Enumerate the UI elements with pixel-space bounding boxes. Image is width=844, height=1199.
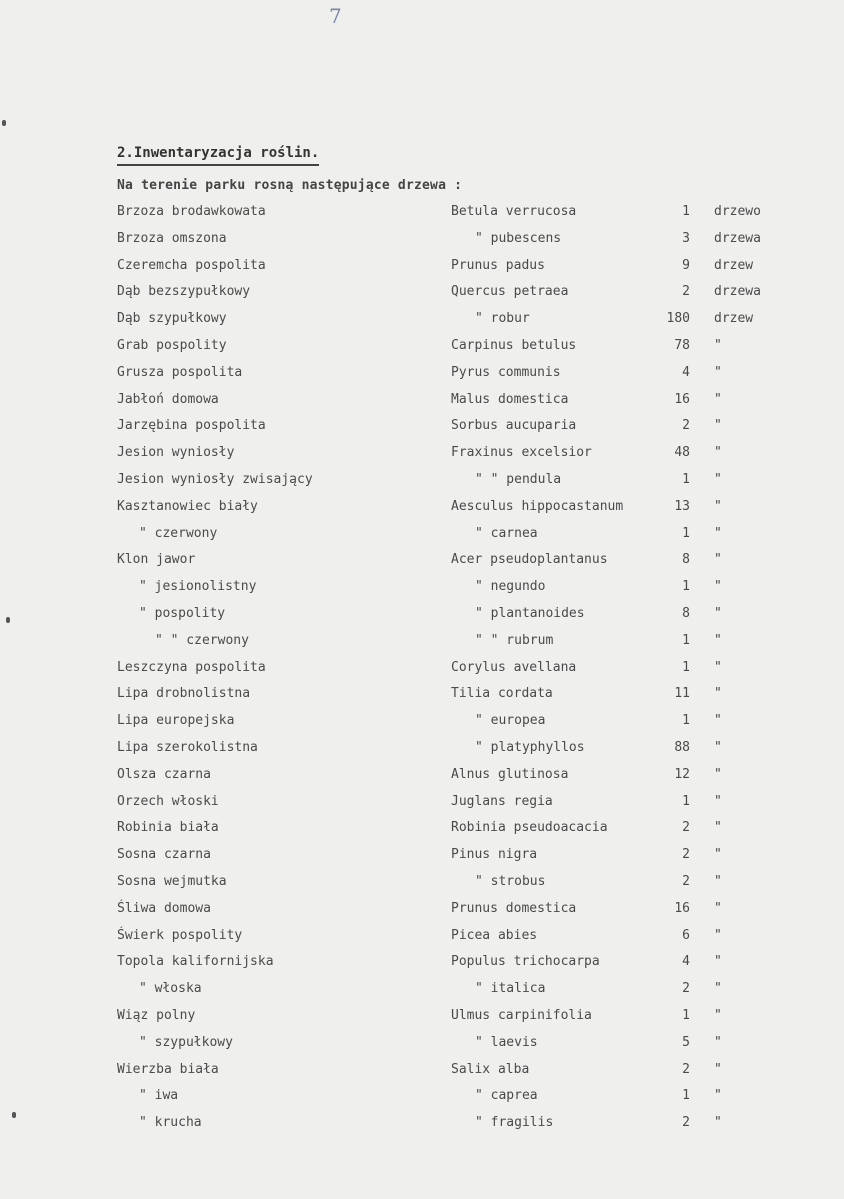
polish-name: " włoska — [139, 981, 202, 997]
tree-count: 2 — [682, 847, 690, 863]
table-row — [0, 472, 844, 498]
tree-count: 2 — [682, 1061, 690, 1077]
count-unit: " — [714, 1115, 722, 1131]
latin-name: Prunus padus — [451, 257, 545, 273]
binding-hole-mark — [2, 120, 6, 126]
count-unit: " — [714, 579, 722, 595]
tree-count: 16 — [674, 391, 690, 407]
table-row — [0, 660, 844, 686]
table-row — [0, 552, 844, 578]
latin-name: Malus domestica — [451, 391, 569, 407]
count-unit: " — [714, 713, 722, 729]
table-row — [0, 981, 844, 1007]
tree-count: 1 — [682, 525, 690, 541]
latin-name: Pyrus communis — [451, 364, 561, 380]
latin-name: Sorbus aucuparia — [451, 418, 577, 434]
count-unit: " — [714, 981, 722, 997]
table-row — [0, 526, 844, 552]
table-row — [0, 284, 844, 310]
table-row — [0, 338, 844, 364]
tree-count: 4 — [682, 364, 690, 380]
table-row — [0, 1035, 844, 1061]
latin-name: Fraxinus excelsior — [451, 445, 592, 461]
count-unit: " — [714, 954, 722, 970]
tree-count: 13 — [674, 498, 690, 514]
latin-name: " " pendula — [475, 472, 562, 487]
latin-name: " laevis — [475, 1034, 538, 1050]
tree-count: 2 — [682, 820, 690, 836]
count-unit: " — [714, 686, 722, 702]
latin-name: " plantanoides — [475, 606, 585, 621]
table-row — [0, 365, 844, 391]
latin-name: Populus trichocarpa — [451, 954, 600, 970]
tree-count: 8 — [682, 606, 690, 621]
tree-count: 12 — [674, 766, 690, 782]
count-unit: drzew — [714, 311, 754, 327]
polish-name: Klon jawor — [117, 552, 196, 568]
intro-text: Na terenie parku rosną następujące drzewa : — [117, 178, 463, 193]
latin-name: " italica — [475, 981, 546, 997]
latin-name: Prunus domestica — [451, 900, 577, 916]
count-unit: drzewo — [714, 204, 761, 219]
count-unit: " — [714, 659, 722, 675]
tree-count: 88 — [674, 740, 690, 755]
latin-name: Ulmus carpinifolia — [451, 1008, 592, 1023]
count-unit: " — [714, 900, 722, 916]
tree-count: 3 — [682, 230, 690, 246]
count-unit: " — [714, 847, 722, 863]
count-unit: " — [714, 472, 722, 487]
table-row — [0, 499, 844, 525]
count-unit: " — [714, 525, 722, 541]
tree-count: 5 — [682, 1034, 690, 1050]
tree-count: 6 — [682, 927, 690, 943]
latin-name: Corylus avellana — [451, 659, 577, 675]
latin-name: " fragilis — [475, 1115, 554, 1131]
count-unit: " — [714, 766, 722, 782]
latin-name: Pinus nigra — [451, 847, 538, 863]
table-row — [0, 606, 844, 632]
polish-name: Jabłoń domowa — [117, 391, 219, 407]
polish-name: Lipa europejska — [117, 713, 235, 729]
polish-name: Lipa drobnolistna — [117, 686, 251, 702]
polish-name: Grab pospolity — [117, 338, 227, 353]
tree-count: 1 — [682, 793, 690, 809]
tree-count: 78 — [674, 338, 690, 353]
polish-name: " iwa — [139, 1088, 179, 1104]
count-unit: " — [714, 338, 722, 353]
polish-name: Brzoza omszona — [117, 230, 227, 246]
count-unit: " — [714, 820, 722, 836]
latin-name: " negundo — [475, 579, 546, 595]
polish-name: Brzoza brodawkowata — [117, 204, 266, 219]
polish-name: Wierzba biała — [117, 1061, 219, 1077]
page-number: 7 — [329, 4, 342, 28]
count-unit: " — [714, 606, 722, 621]
table-row — [0, 901, 844, 927]
polish-name: " krucha — [139, 1115, 202, 1131]
table-row — [0, 686, 844, 712]
count-unit: " — [714, 793, 722, 809]
tree-count: 1 — [682, 659, 690, 675]
table-row — [0, 445, 844, 471]
polish-name: Świerk pospolity — [117, 927, 243, 943]
polish-name: Czeremcha pospolita — [117, 257, 266, 273]
latin-name: Quercus petraea — [451, 284, 569, 300]
tree-count: 1 — [682, 472, 690, 487]
polish-name: " pospolity — [139, 606, 226, 621]
tree-count: 2 — [682, 1115, 690, 1131]
tree-count: 1 — [682, 579, 690, 595]
table-row — [0, 392, 844, 418]
count-unit: " — [714, 1088, 722, 1104]
latin-name: " carnea — [475, 525, 538, 541]
polish-name: Olsza czarna — [117, 766, 211, 782]
table-row — [0, 954, 844, 980]
count-unit: drzewa — [714, 284, 761, 300]
polish-name: Dąb szypułkowy — [117, 311, 227, 327]
table-row — [0, 258, 844, 284]
polish-name: Jarzębina pospolita — [117, 418, 266, 434]
tree-count: 2 — [682, 418, 690, 434]
table-row — [0, 928, 844, 954]
tree-count: 16 — [674, 900, 690, 916]
count-unit: " — [714, 498, 722, 514]
latin-name: " caprea — [475, 1088, 538, 1104]
count-unit: drzewa — [714, 230, 761, 246]
polish-name: Jesion wyniosły zwisający — [117, 472, 313, 487]
polish-name: Lipa szerokolistna — [117, 740, 258, 755]
tree-count: 8 — [682, 552, 690, 568]
tree-count: 48 — [674, 445, 690, 461]
tree-count: 2 — [682, 284, 690, 300]
table-row — [0, 1088, 844, 1114]
latin-name: Betula verrucosa — [451, 204, 577, 219]
latin-name: " europea — [475, 713, 546, 729]
polish-name: " czerwony — [139, 525, 218, 541]
count-unit: drzew — [714, 257, 754, 273]
table-row — [0, 874, 844, 900]
table-row — [0, 231, 844, 257]
table-row — [0, 311, 844, 337]
table-row — [0, 1062, 844, 1088]
count-unit: " — [714, 740, 722, 755]
latin-name: " platyphyllos — [475, 740, 585, 755]
count-unit: " — [714, 1061, 722, 1077]
latin-name: Carpinus betulus — [451, 338, 577, 353]
tree-count: 2 — [682, 981, 690, 997]
table-row — [0, 794, 844, 820]
polish-name: Orzech włoski — [117, 793, 219, 809]
count-unit: " — [714, 445, 722, 461]
polish-name: Sosna wejmutka — [117, 874, 227, 889]
polish-name: Robinia biała — [117, 820, 219, 836]
tree-count: 1 — [682, 1088, 690, 1104]
latin-name: Juglans regia — [451, 793, 553, 809]
latin-name: Alnus glutinosa — [451, 766, 569, 782]
polish-name: Sosna czarna — [117, 847, 211, 863]
table-row — [0, 820, 844, 846]
tree-count: 1 — [682, 713, 690, 729]
latin-name: Picea abies — [451, 927, 538, 943]
count-unit: " — [714, 927, 722, 943]
polish-name: Kasztanowiec biały — [117, 498, 258, 514]
polish-name: Leszczyna pospolita — [117, 659, 266, 675]
polish-name: Śliwa domowa — [117, 900, 211, 916]
count-unit: " — [714, 364, 722, 380]
count-unit: " — [714, 418, 722, 434]
latin-name: Tilia cordata — [451, 686, 553, 702]
polish-name: Topola kalifornijska — [117, 954, 274, 970]
table-row — [0, 1008, 844, 1034]
tree-count: 2 — [682, 874, 690, 889]
count-unit: " — [714, 632, 722, 648]
table-row — [0, 1115, 844, 1141]
count-unit: " — [714, 1034, 722, 1050]
latin-name: " " rubrum — [475, 632, 554, 648]
table-row — [0, 740, 844, 766]
tree-count: 1 — [682, 204, 690, 219]
latin-name: " strobus — [475, 874, 546, 889]
latin-name: Aesculus hippocastanum — [451, 498, 624, 514]
table-row — [0, 713, 844, 739]
count-unit: " — [714, 391, 722, 407]
count-unit: " — [714, 552, 722, 568]
latin-name: Robinia pseudoacacia — [451, 820, 608, 836]
latin-name: Salix alba — [451, 1061, 530, 1077]
polish-name: Dąb bezszypułkowy — [117, 284, 251, 300]
polish-name: Jesion wyniosły — [117, 445, 235, 461]
table-row — [0, 579, 844, 605]
polish-name: Wiąz polny — [117, 1008, 196, 1023]
tree-count: 9 — [682, 257, 690, 273]
table-row — [0, 767, 844, 793]
polish-name: " " czerwony — [155, 632, 249, 648]
count-unit: " — [714, 1008, 722, 1023]
table-row — [0, 847, 844, 873]
tree-count: 4 — [682, 954, 690, 970]
latin-name: Acer pseudoplantanus — [451, 552, 608, 568]
table-row — [0, 633, 844, 659]
tree-count: 11 — [674, 686, 690, 702]
polish-name: Grusza pospolita — [117, 364, 243, 380]
count-unit: " — [714, 874, 722, 889]
table-row — [0, 418, 844, 444]
tree-count: 180 — [666, 311, 690, 327]
polish-name: " szypułkowy — [139, 1034, 233, 1050]
tree-count: 1 — [682, 632, 690, 648]
latin-name: " pubescens — [475, 230, 562, 246]
polish-name: " jesionolistny — [139, 579, 257, 595]
table-row — [0, 204, 844, 230]
section-heading: 2.Inwentaryzacja roślin. — [117, 145, 319, 166]
tree-count: 1 — [682, 1008, 690, 1023]
latin-name: " robur — [475, 311, 530, 327]
